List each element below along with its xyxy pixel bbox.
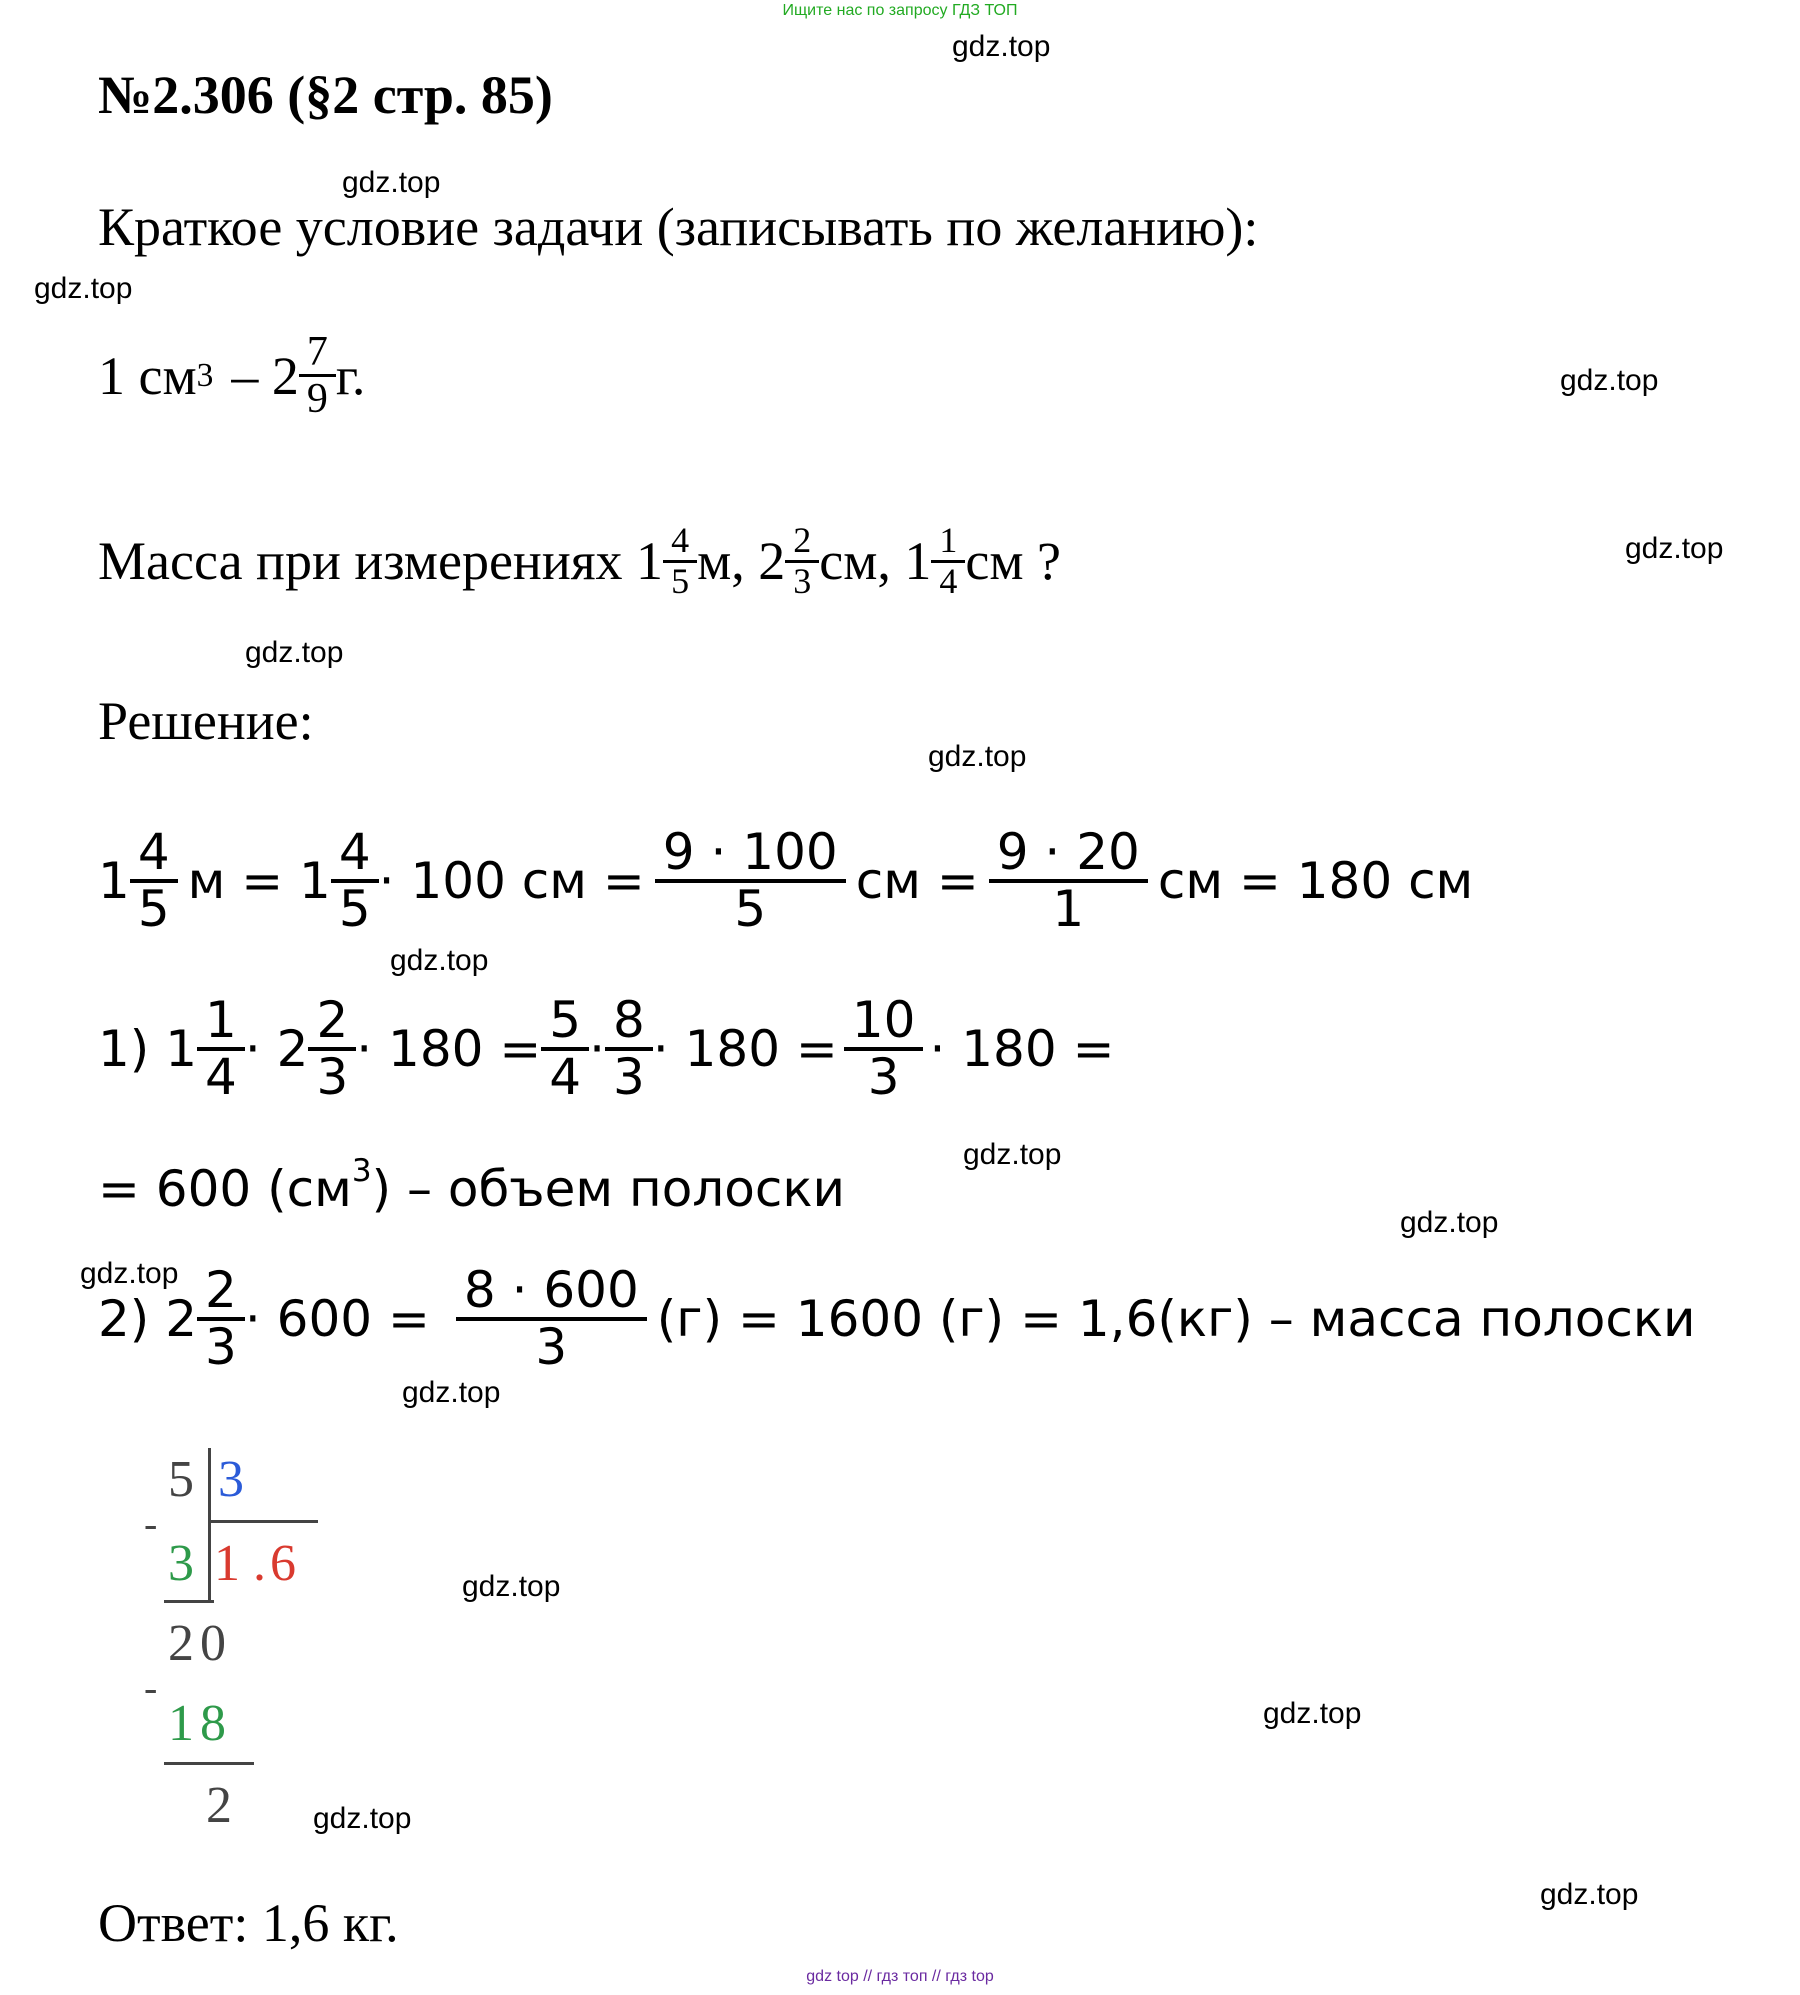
dim-fraction-2: [789, 522, 815, 601]
conv-fraction-4: [993, 823, 1144, 938]
step2-b: · 600 =: [244, 1289, 430, 1348]
fraction-num: 9 · 100: [662, 823, 838, 881]
density-unit: г.: [335, 345, 366, 406]
watermark: gdz.top: [1560, 364, 1659, 397]
step1-result-exp: 3: [351, 1153, 372, 1190]
ld-line-1: [164, 1600, 214, 1603]
dimensions-prefix: Масса при измерениях 1: [98, 531, 664, 592]
step2-a: 2) 2: [98, 1289, 198, 1348]
step-2-line: [98, 1261, 1696, 1376]
top-banner: Ищите нас по запросу ГДЗ ТОП: [782, 2, 1018, 19]
fraction-den: 1: [989, 879, 1148, 936]
fraction-num: 4: [671, 520, 690, 560]
fraction-den: 5: [331, 879, 379, 936]
step1-c: · 180 =: [356, 1019, 542, 1078]
ld-quotient-sep: .: [240, 1535, 266, 1592]
ld-quotient: [214, 1534, 296, 1593]
conv-c: · 100 см =: [378, 851, 645, 910]
step1-d: ·: [589, 1019, 605, 1078]
dimensions-mid-1: м, 2: [697, 531, 786, 592]
watermark: gdz.top: [963, 1138, 1062, 1171]
conv-fraction-2: [335, 823, 375, 938]
watermark: gdz.top: [462, 1570, 561, 1603]
step2-c: (г) = 1600 (г) = 1,6(кг) – масса полоски: [656, 1289, 1696, 1348]
watermark: gdz.top: [34, 272, 133, 305]
conv-a: 1: [98, 851, 130, 910]
answer: Ответ: 1,6 кг.: [98, 1893, 399, 1953]
ld-line-2: [164, 1762, 254, 1765]
conversion-line: [98, 823, 1474, 938]
ld-subtract-1: 3: [168, 1535, 194, 1592]
solution-label: Решение:: [98, 691, 314, 751]
condition-density: 1 см 3 – 2 $\frac{7}{9}$ г.: [98, 329, 366, 423]
watermark: gdz.top: [928, 740, 1027, 773]
fraction-num: 8 · 600: [463, 1261, 639, 1319]
ld-divisor-line: [208, 1520, 318, 1523]
ld-vertical-line: [208, 1448, 211, 1600]
ld-minus-1: -: [144, 1501, 158, 1546]
watermark: gdz.top: [1625, 532, 1724, 565]
ld-quotient-int: 1: [214, 1535, 240, 1592]
watermark: gdz.top: [1400, 1206, 1499, 1239]
fraction-num: 5: [549, 991, 582, 1049]
watermark: gdz.top: [1263, 1697, 1362, 1730]
page-title: №2.306 (§2 стр. 85): [98, 65, 553, 125]
fraction-den: 3: [785, 560, 819, 601]
conv-e: см = 180 см: [1157, 851, 1474, 910]
step-1-result: [98, 1153, 846, 1218]
step1-fraction-1: [201, 991, 241, 1106]
fraction-num: 4: [137, 823, 170, 881]
step1-fraction-5: [848, 991, 920, 1106]
fraction-num: 1: [205, 991, 237, 1049]
watermark: gdz.top: [1540, 1878, 1639, 1911]
watermark: gdz.top: [245, 636, 344, 669]
ld-dividend: 5: [168, 1451, 194, 1508]
step1-b: · 2: [244, 1019, 309, 1078]
fraction-den: 3: [844, 1047, 924, 1104]
step2-fraction-1: [201, 1261, 241, 1376]
step1-f: · 180 =: [929, 1019, 1115, 1078]
watermark: gdz.top: [80, 1257, 179, 1290]
dimensions-mid-2: см, 1: [819, 531, 932, 592]
fraction-den: 4: [931, 560, 965, 601]
density-lhs: 1 см: [98, 345, 197, 406]
condition-dimensions: [98, 522, 1061, 601]
step1-fraction-4: [609, 991, 649, 1106]
step1-result-b: ) – объем полоски: [371, 1160, 846, 1218]
step1-fraction-3: [545, 991, 585, 1106]
fraction-den: 3: [605, 1047, 653, 1104]
fraction-den: 5: [663, 560, 697, 601]
watermark: gdz.top: [342, 166, 441, 199]
fraction-den: 3: [308, 1047, 356, 1104]
fraction-num: 9 · 20: [996, 823, 1140, 881]
fraction-den: 5: [130, 879, 178, 936]
dimensions-suffix: см ?: [965, 531, 1061, 592]
fraction-den: 3: [197, 1317, 245, 1374]
conv-b: м = 1: [187, 851, 331, 910]
density-fraction: [303, 330, 332, 421]
fraction-num: 2: [316, 991, 349, 1049]
fraction-num: 8: [613, 991, 645, 1049]
watermark: gdz.top: [402, 1376, 501, 1409]
condition-heading: Краткое условие задачи (записывать по желанию):: [98, 197, 1259, 257]
ld-minus-2: -: [144, 1665, 158, 1710]
conv-d: см =: [855, 851, 979, 910]
fraction-num: 10: [851, 991, 916, 1049]
ld-subtract-2: 18: [168, 1695, 232, 1752]
step1-result-a: = 600 (см: [98, 1160, 352, 1218]
fraction-num: 7: [306, 329, 328, 375]
watermark: gdz.top: [952, 30, 1051, 63]
ld-divisor: 3: [218, 1451, 244, 1508]
ld-remainder-2: 2: [206, 1777, 232, 1834]
dim-fraction-3: [935, 522, 961, 601]
fraction-den: 3: [456, 1317, 647, 1374]
density-dash: – 2: [231, 345, 299, 406]
bottom-banner: gdz top // гдз топ // гдз top: [806, 1968, 994, 1985]
dim-fraction-1: [667, 522, 693, 601]
fraction-num: 1: [939, 520, 958, 560]
ld-remainder-1: 20: [168, 1615, 232, 1672]
fraction-num: 4: [338, 823, 371, 881]
step1-e: · 180 =: [652, 1019, 838, 1078]
fraction-num: 2: [205, 1261, 237, 1319]
step2-fraction-2: [460, 1261, 643, 1376]
step1-a: 1) 1: [98, 1019, 198, 1078]
fraction-den: 9: [299, 374, 336, 421]
ld-quotient-dec: 6: [270, 1535, 296, 1592]
conv-fraction-1: [134, 823, 174, 938]
watermark: gdz.top: [313, 1802, 412, 1835]
step-1-line: [98, 991, 1115, 1106]
conv-fraction-3: [659, 823, 842, 938]
fraction-den: 4: [541, 1047, 589, 1104]
fraction-den: 5: [655, 879, 846, 936]
fraction-den: 4: [197, 1047, 245, 1104]
step1-fraction-2: [312, 991, 352, 1106]
fraction-num: 2: [793, 520, 812, 560]
watermark: gdz.top: [390, 944, 489, 977]
